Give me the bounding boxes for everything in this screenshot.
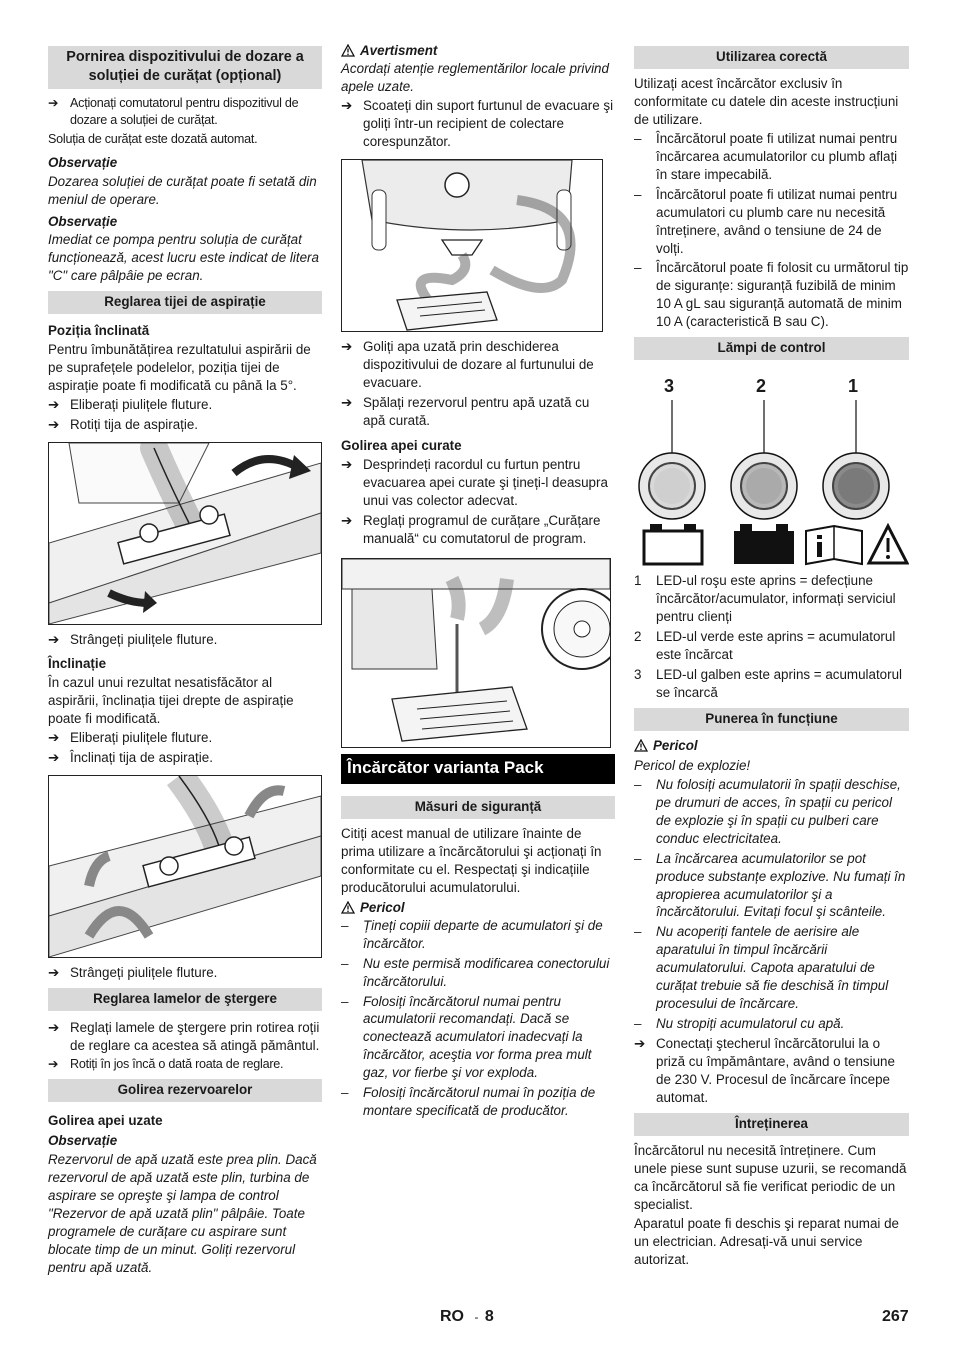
arrow-icon: ➔ (48, 749, 60, 765)
note2-text: Imediat ce pompa pentru soluția de curățat funcționează, acest lucru este indicat de litera "C" care pâlpâie pe ecran. (48, 232, 319, 284)
yellow-lamp-icon (639, 453, 705, 519)
tilt-step-1: ➔ Eliberați piulițele fluture. (48, 397, 213, 413)
column-middle (341, 42, 615, 1122)
start-danger-item-1: – Nu folosiți acumulatorii în spații deschise, pe drumuri de acces, în spații cu pericol de explozie şi în spații cu pulberi care conduc electricitatea. (634, 776, 901, 846)
clean-title: Golirea apei curate (341, 438, 462, 454)
note3-text: Rezervorul de apă uzată este prea plin. Dacă rezervorul de apă uzată este plin, turbina de aspirare se opreşte şi lampa de control "Rezervor de apă uzată plin" pâlpâie. Toate programele de curățare cu aspirare sunt blocate timp de un minut. Goliți rezervorul pentru apă uzată. (48, 1152, 317, 1275)
hose-step-3: ➔ Spălați rezervorul pentru apă uzată cu apă curată. (341, 394, 590, 428)
warning-text: Acordați atenție reglementărilor locale privind apele uzate. (341, 60, 609, 94)
arrow-icon: ➔ (341, 457, 353, 473)
note1-text: Dozarea soluției de curățat poate fi setată din meniul de operare. (48, 173, 317, 207)
suction-tilt-illustration (48, 775, 322, 958)
clean-step-2: ➔ Reglați programul de curățare „Curățare manuală“ cu comutatorul de program. (341, 513, 601, 547)
footer-sep: - (474, 1310, 479, 1324)
arrow-icon: ➔ (341, 338, 353, 354)
heading-lamps: Lămpi de control (634, 337, 909, 360)
danger-block-2: Pericol (634, 737, 909, 755)
heading-blades: Reglarea lamelor de ştergere (48, 988, 322, 1011)
danger-item-3: – Folosiți încărcătorul numai pentru acumulatorii recomandați. Dacă se conectează acumulatori inadecvați la încărcător, aceştia vor forma prea mult gaz, vor fierbe şi vor exploda. (341, 993, 592, 1081)
use-item-3: – Încărcătorul poate fi folosit cu următorul tip de siguranțe: siguranță fuzibilă de minim 10 A gL sau siguranță automată de minim 10 A (caracteristică B sau C). (634, 260, 909, 330)
incl-step-1: ➔ Eliberați piulițele fluture. (48, 729, 213, 745)
use-item-2: – Încărcătorul poate fi utilizat numai pentru acumulatori cu plumb care nu necesită întreținere, având o tensiune de 24 de volți. (634, 186, 898, 256)
warning-icon (869, 526, 907, 563)
note2-title: Observație (48, 213, 118, 229)
hose-step-2: ➔ Goliți apa uzată prin deschiderea dispozitivului de dozare al furtunului de evacuare. (341, 338, 594, 390)
footer-lang: RO - 8 (440, 1308, 494, 1325)
arrow-icon: ➔ (341, 97, 353, 113)
suction-rotate-illustration (48, 442, 322, 625)
blades-step-2: ➔ Rotiți în jos încă o dată roata de reglare. (48, 1057, 284, 1072)
tilt-title: Poziția înclinată (48, 323, 150, 339)
arrow-icon: ➔ (48, 632, 60, 647)
arrow-icon: ➔ (48, 417, 60, 433)
heading-start: Punerea în funcțiune (634, 708, 909, 731)
maint-text-1: Încărcătorul nu necesită întreținere. Cum unele piese sunt supuse uzurii, se recomandă ca încărcătorul să fie verificat periodic de un specialist. (634, 1142, 907, 1212)
incl-title: Înclinație (48, 655, 107, 671)
danger-item-2: – Nu este permisă modificarea conectorului încărcătorului. (341, 955, 610, 989)
danger-intro: Pericol de explozie! (634, 757, 751, 773)
maint-text-2: Aparatul poate fi deschis şi reparat numai de un electrician. Adresați-vă unui service autorizat. (634, 1215, 899, 1267)
blades-step-1: ➔ Reglați lamele de ştergere prin rotirea roții de reglare ca acestea să atingă pământul. (48, 1019, 320, 1053)
warning-block: Avertisment (341, 42, 615, 60)
tilt-step-2: ➔ Rotiți tija de aspirație. (48, 417, 199, 433)
connect-step: ➔ Conectați ştecherul încărcătorului la o priză cu împământare, având o tensiune de 230 V. Procesul de încărcare începe automat. (634, 1036, 895, 1105)
tilt-text: Pentru îmbunătățirea rezultatului aspirării de pe suprafețele podelelor, poziția tijei de aspirație poate fi modificată cu până la 5°. (48, 342, 311, 394)
heading-use: Utilizarea corectă (634, 46, 909, 69)
heading-suction: Reglarea tijei de aspirație (48, 291, 322, 314)
heading-charger: Încărcător varianta Pack (341, 754, 615, 784)
clean-step-1: ➔ Desprindeți racordul cu furtun pentru evacuarea apei curate şi țineți-l deasupra unui vas colector adecvat. (341, 457, 608, 509)
warning-triangle-icon (341, 44, 355, 57)
clean-water-illustration (341, 558, 611, 748)
arrow-icon: ➔ (634, 1036, 646, 1052)
battery-full-icon (734, 524, 794, 564)
column-right (634, 42, 909, 1270)
arrow-icon: ➔ (48, 1019, 60, 1035)
danger-item-1: – Țineți copiii departe de acumulatori şi de încărcător. (341, 917, 603, 951)
warning-triangle-icon (341, 901, 355, 914)
danger-block: Pericol (341, 899, 615, 917)
tilt-step-3: ➔ Strângeți piulițele fluture. (48, 632, 218, 647)
column-left (48, 42, 322, 1278)
start-danger-item-4: – Nu stropiți acumulatorul cu apă. (634, 1016, 845, 1032)
arrow-icon: ➔ (48, 729, 60, 745)
lamp-item-3: 3 LED-ul galben este aprins = acumulatorul se încarcă (634, 667, 903, 700)
control-lamps-figure (634, 366, 909, 566)
start-danger-item-2: – La încărcarea acumulatorilor se pot produce substanțe explozive. Nu fumați în apropierea acumulatorilor şi a încărcătorului. Evitați focul şi scânteile. (634, 850, 906, 920)
step-dosing: ➔ Acționați comutatorul pentru dispozitivul de dozare a soluției de curățat. (48, 96, 299, 127)
arrow-icon: ➔ (341, 513, 353, 529)
arrow-icon: ➔ (48, 964, 60, 980)
arrow-icon: ➔ (48, 96, 59, 111)
note3-title: Observație (48, 1133, 118, 1149)
heading-dosing: Pornirea dispozitivului de dozare a soluției de curățat (opțional) (48, 46, 322, 89)
arrow-icon: ➔ (48, 1057, 59, 1072)
use-item-1: – Încărcătorul poate fi utilizat numai pentru încărcarea acumulatorilor cu plumb aflați în stare impecabilă. (634, 130, 898, 182)
lamp-label-1: 1 (848, 376, 859, 397)
safety-text: Citiți acest manual de utilizare înainte de prima utilizare a încărcătorului şi acționați în conformitate cu el. Respectați şi indicațiile producătorului acumulatorului. (341, 825, 602, 895)
start-danger-item-3: – Nu acoperiți fantele de aerisire ale aparatului în timpul încărcării acumulatorului. Capota aparatului de curățat trebuie să fie deschisă în timpul procesului de încărcare. (634, 924, 889, 1012)
battery-empty-icon (644, 524, 702, 564)
lamp-item-1: 1 LED-ul roşu este aprins = defecțiune încărcător/acumulator, informați serviciul pentru clienți (634, 573, 896, 625)
footer-section: 8 (484, 1308, 494, 1325)
warning-triangle-icon (634, 739, 648, 752)
lamp-item-2: 2 LED-ul verde este aprins = acumulatorul este încărcat (634, 629, 896, 663)
incl-step-2: ➔ Înclinați tija de aspirație. (48, 749, 213, 765)
dosing-result: Soluția de curățat este dozată automat. (48, 131, 258, 146)
use-text: Utilizați acest încărcător exclusiv în conformitate cu datele din aceste instrucțiuni de utilizare. (634, 75, 899, 127)
heading-empty: Golirea rezervoarelor (48, 1079, 322, 1102)
dirty-title: Golirea apei uzate (48, 1113, 163, 1129)
lamp-label-2: 2 (756, 376, 767, 397)
heading-safety: Măsuri de siguranță (341, 796, 615, 819)
incl-step-3: ➔ Strângeți piulițele fluture. (48, 964, 218, 980)
incl-text: În cazul unui rezultat nesatisfăcător al aspirării, înclinația tijei drepte de aspirație poate fi modificată. (48, 674, 294, 726)
drain-hose-illustration (341, 159, 603, 332)
heading-maint: Întreținerea (634, 1113, 909, 1136)
arrow-icon: ➔ (341, 394, 353, 410)
page-number: 267 (882, 1308, 909, 1325)
hose-step-1: ➔ Scoateți din suport furtunul de evacuare şi goliți într-un recipient de colectare corespunzător. (341, 97, 614, 149)
red-lamp-icon (823, 453, 889, 519)
arrow-icon: ➔ (48, 397, 60, 413)
manual-icon (806, 526, 862, 564)
lamp-label-3: 3 (664, 376, 675, 397)
green-lamp-icon (731, 453, 797, 519)
note1-title: Observație (48, 154, 118, 170)
danger-item-4: – Folosiți încărcătorul numai în poziția de montare specificată de producător. (341, 1085, 596, 1119)
